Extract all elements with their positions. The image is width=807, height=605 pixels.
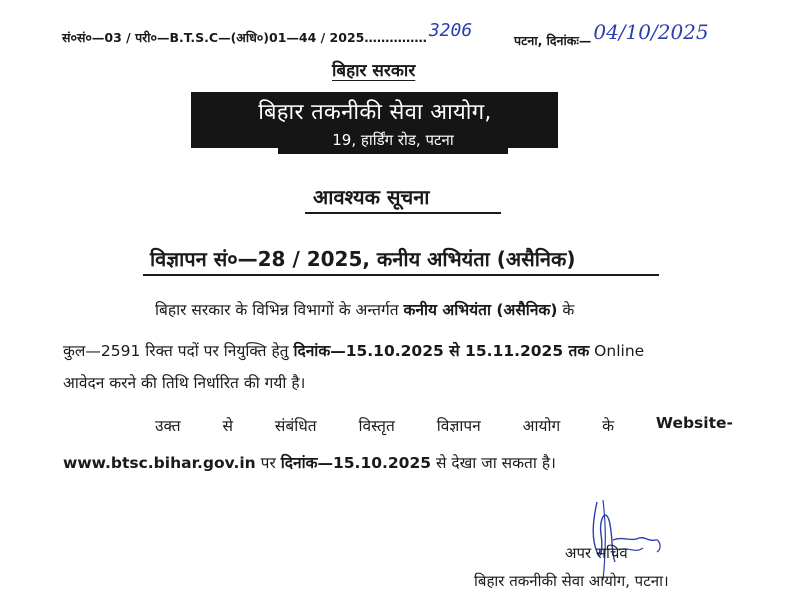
paragraph-2-line-2 xyxy=(63,451,556,473)
reference-number xyxy=(62,20,473,47)
p2-line2-tail: से देखा जा सकता है। xyxy=(431,454,556,472)
advertisement-title-underline xyxy=(143,274,659,276)
publication-date: दिनांक—15.10.2025 xyxy=(280,454,432,472)
p1-line2-text: कुल—2591 रिक्त पदों पर नियुक्ति हेतु xyxy=(63,342,294,360)
paragraph-1-line-1 xyxy=(155,298,574,320)
p2-word: संबंधित xyxy=(274,417,317,435)
website-url: www.btsc.bihar.gov.in xyxy=(63,454,256,472)
commission-address: 19, हार्डिंग रोड, पटना xyxy=(332,131,454,149)
p2-word: के xyxy=(602,417,615,435)
post-name: कनीय अभियंता (असैनिक) xyxy=(403,301,558,319)
paragraph-1-line-2 xyxy=(63,339,644,361)
paragraph-2-line-1 xyxy=(63,414,733,436)
notice-title: आवश्यक सूचना xyxy=(313,185,430,209)
signatory-office: बिहार तकनीकी सेवा आयोग, पटना। xyxy=(474,572,669,590)
p2-word: आयोग xyxy=(522,417,561,435)
p2-word: विस्तृत xyxy=(358,417,395,435)
website-label: Website- xyxy=(655,414,733,432)
place-date xyxy=(514,20,709,50)
handwritten-reference-number: 3206 xyxy=(428,20,473,41)
p1-line1-tail: के xyxy=(557,301,575,319)
place-date-label: पटना, दिनांकः— xyxy=(514,33,592,48)
p1-line1-text: बिहार सरकार के विभिन्न विभागों के अन्तर्गत xyxy=(155,301,404,319)
p2-word: से xyxy=(222,417,234,435)
reference-dots: …………… xyxy=(364,30,427,45)
reference-prefix: सं०सं०—03 / परी०—B.T.S.C—(अधि०)01—44 / 2025 xyxy=(62,30,365,45)
commission-name: बिहार तकनीकी सेवा आयोग, xyxy=(199,96,551,126)
application-dates: दिनांक—15.10.2025 से 15.11.2025 तक xyxy=(293,342,590,360)
signatory-designation: अपर सचिव xyxy=(565,544,628,562)
handwritten-date: 04/10/2025 xyxy=(593,20,709,44)
p2-line2-text: पर xyxy=(255,454,281,472)
paragraph-1-line-3: आवेदन करने की तिथि निर्धारित की गयी है। xyxy=(63,374,306,392)
advertisement-title: विज्ञापन सं०—28 / 2025, कनीय अभियंता (असैनिक) xyxy=(150,247,576,271)
p2-word: उक्त xyxy=(155,417,181,435)
p2-word: विज्ञापन xyxy=(436,417,481,435)
notice-title-underline xyxy=(305,212,501,214)
government-heading: बिहार सरकार xyxy=(332,61,416,81)
p1-line2-tail: Online xyxy=(589,342,645,360)
